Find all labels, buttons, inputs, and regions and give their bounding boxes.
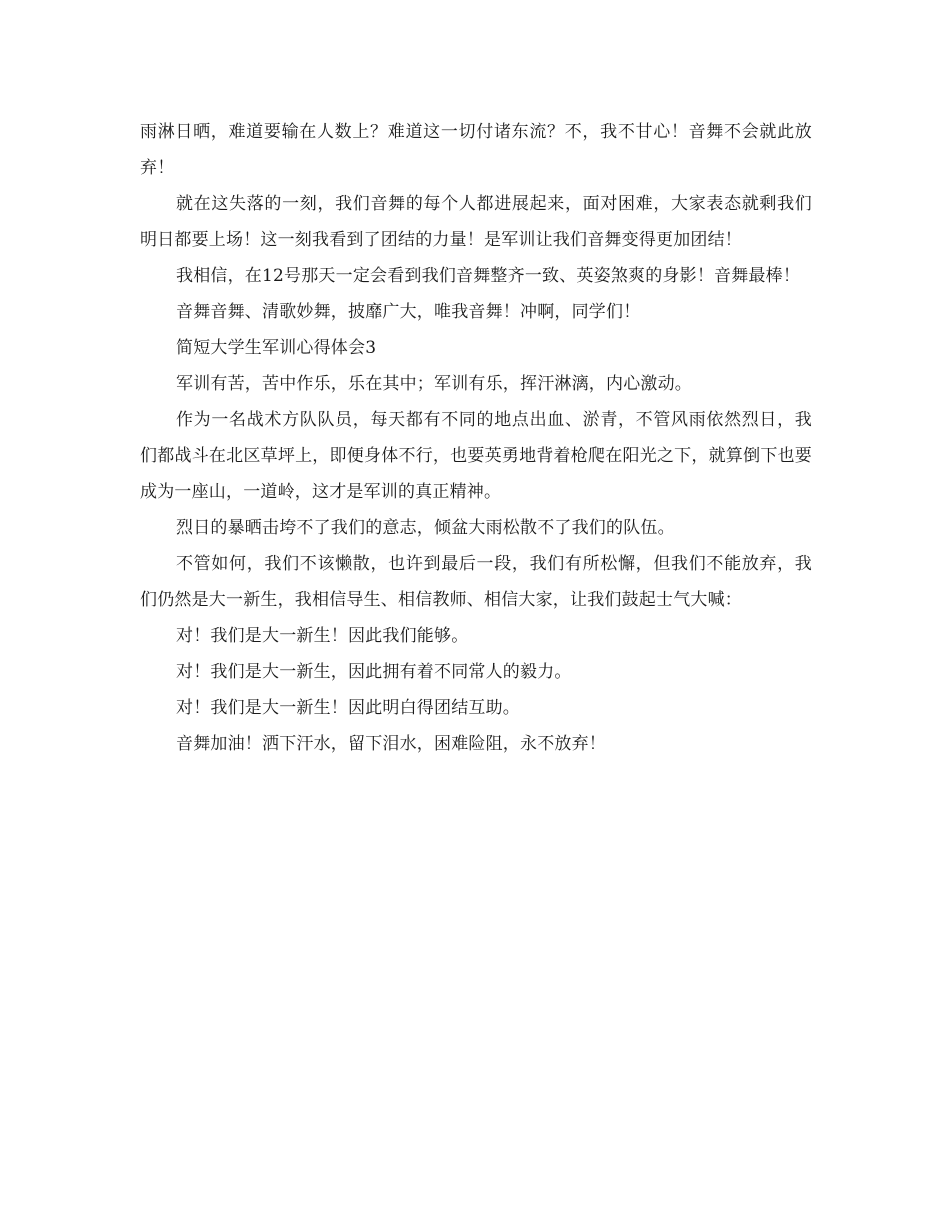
paragraph-4: 音舞音舞、清歌妙舞，披靡广大，唯我音舞！冲啊，同学们！	[176, 302, 641, 322]
paragraph-7: 作为一名战术方队队员，每天都有不同的地点出血、淤青，不管风雨依然烈日，我们都战斗在北区草坪上，即便身体不行，也要英勇地背着枪爬在阳光之下，就算倒下也要成为一座山，一道岭，这才是军训的真正精神。	[140, 410, 812, 502]
paragraph-6: 军训有苦，苦中作乐，乐在其中；军训有乐，挥汗淋漓，内心激动。	[176, 374, 692, 394]
paragraph-1: 雨淋日晒，难道要输在人数上？难道这一切付诸东流？不，我不甘心！音舞不会就此放弃！	[140, 122, 812, 178]
section-heading: 简短大学生军训心得体会3	[176, 338, 377, 358]
paragraph-9: 不管如何，我们不该懒散，也许到最后一段，我们有所松懈，但我们不能放弃，我们仍然是大一新生，我相信导生、相信教师、相信大家，让我们鼓起士气大喊：	[140, 554, 812, 610]
paragraph-11: 对！我们是大一新生，因此拥有着不同常人的毅力。	[176, 662, 572, 682]
paragraph-13: 音舞加油！洒下汗水，留下泪水，困难险阻，永不放弃！	[176, 734, 606, 754]
document-body	[140, 114, 812, 762]
paragraph-2: 就在这失落的一刻，我们音舞的每个人都进展起来，面对困难，大家表态就剩我们明日都要上场！这一刻我看到了团结的力量！是军训让我们音舞变得更加团结！	[140, 194, 812, 250]
paragraph-12: 对！我们是大一新生！因此明白得团结互助。	[176, 698, 520, 718]
paragraph-10: 对！我们是大一新生！因此我们能够。	[176, 626, 469, 646]
paragraph-3: 我相信，在12号那天一定会看到我们音舞整齐一致、英姿煞爽的身影！音舞最棒！	[176, 266, 801, 286]
paragraph-8: 烈日的暴晒击垮不了我们的意志，倾盆大雨松散不了我们的队伍。	[176, 518, 675, 538]
